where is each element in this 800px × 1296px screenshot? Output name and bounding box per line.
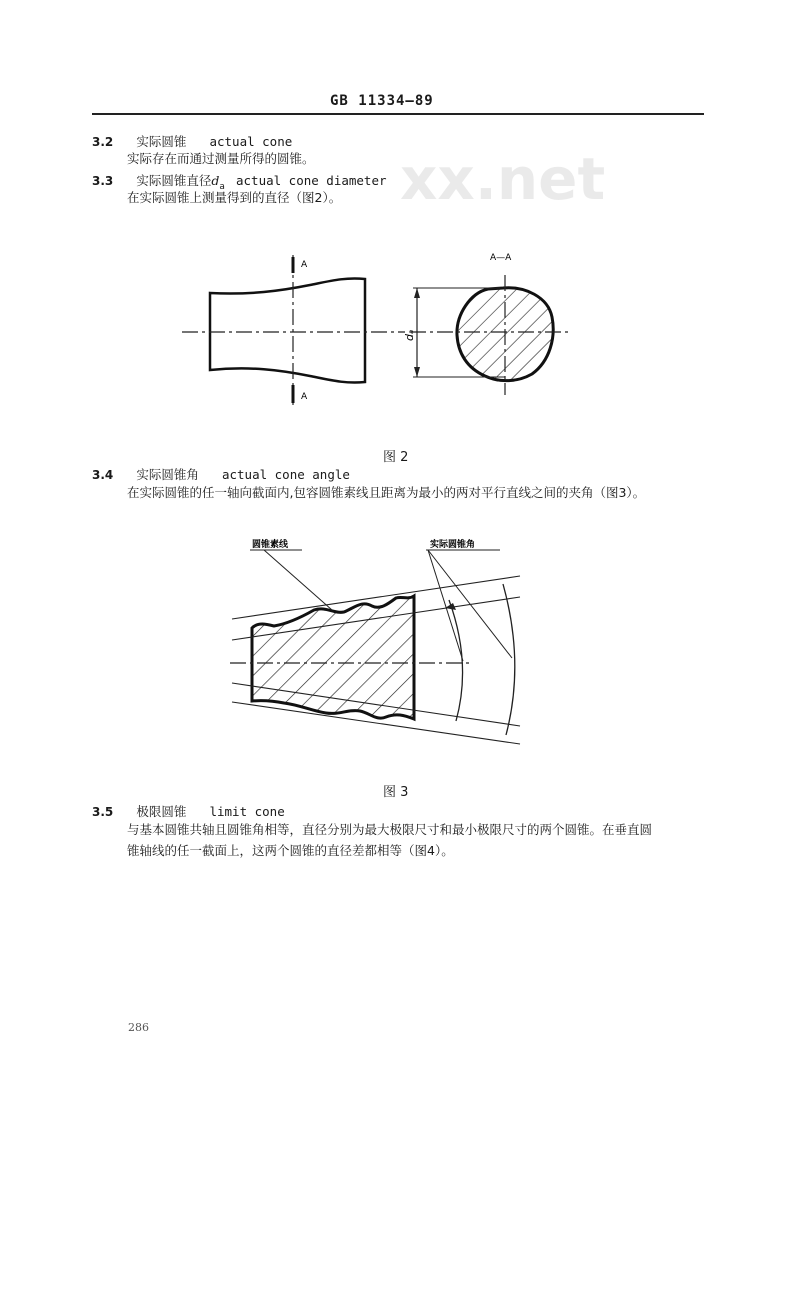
term-en: actual cone <box>209 134 293 149</box>
section-number: 3.5 <box>92 805 114 819</box>
dimension-label: dₐ <box>403 329 416 341</box>
section-label-bottom: A <box>301 392 308 402</box>
angle-arc-outer <box>503 584 515 735</box>
section-a-a-view <box>410 275 570 395</box>
term-symbol: d <box>211 173 220 188</box>
term-en: actual cone angle <box>221 467 350 482</box>
term-en: actual cone diameter <box>236 173 387 188</box>
label-angle: 实际圆锥角 <box>430 540 476 550</box>
section-3-4-definition: 在实际圆锥的任一轴向截面内,包容圆锥素线且距离为最小的两对平行直线之间的夹角（图3）。 <box>127 485 646 500</box>
header-rule <box>92 113 704 115</box>
section-3-2-definition: 实际存在而通过测量所得的圆锥。 <box>127 151 315 166</box>
section-3-2-title <box>92 131 292 150</box>
cone-side-view <box>182 255 405 405</box>
page-number: 286 <box>128 1021 149 1034</box>
term-cn: 极限圆锥 <box>136 804 187 819</box>
leader-angle-1 <box>428 550 463 661</box>
figure-3 <box>220 530 550 755</box>
term-cn: 实际圆锥直径 <box>136 173 212 188</box>
cone-profile <box>252 596 414 719</box>
figure-2 <box>170 245 590 415</box>
section-3-5-definition-line-2: 锥轴线的任一截面上，这两个圆锥的直径差都相等（图4）。 <box>127 843 454 858</box>
term-cn: 实际圆锥角 <box>136 467 199 482</box>
label-generatrix: 圆锥素线 <box>252 540 289 550</box>
section-number: 3.4 <box>92 468 114 482</box>
angle-arc-inner <box>449 600 463 721</box>
watermark: xx.net <box>400 145 606 213</box>
section-3-4-title <box>92 464 350 483</box>
figure-2-caption: 图 2 <box>383 450 409 465</box>
section-label-top: A <box>301 260 308 270</box>
term-cn: 实际圆锥 <box>136 134 187 149</box>
standard-header: GB 11334—89 <box>330 93 434 109</box>
section-number: 3.3 <box>92 174 114 188</box>
term-en: limit cone <box>209 804 285 819</box>
section-3-3-definition: 在实际圆锥上测量得到的直径（图2）。 <box>127 190 342 205</box>
section-3-5-definition-line-1: 与基本圆锥共轴且圆锥角相等，直径分别为最大极限尺寸和最小极限尺寸的两个圆锥。在垂直圆 <box>127 822 653 837</box>
leader-generatrix <box>264 550 332 610</box>
section-3-5-title <box>92 801 285 820</box>
leader-angle-2 <box>428 550 512 658</box>
section-view-label: A—A <box>490 253 512 263</box>
section-number: 3.2 <box>92 135 114 149</box>
figure-3-caption: 图 3 <box>383 785 409 800</box>
term-symbol-sub: a <box>219 182 225 193</box>
